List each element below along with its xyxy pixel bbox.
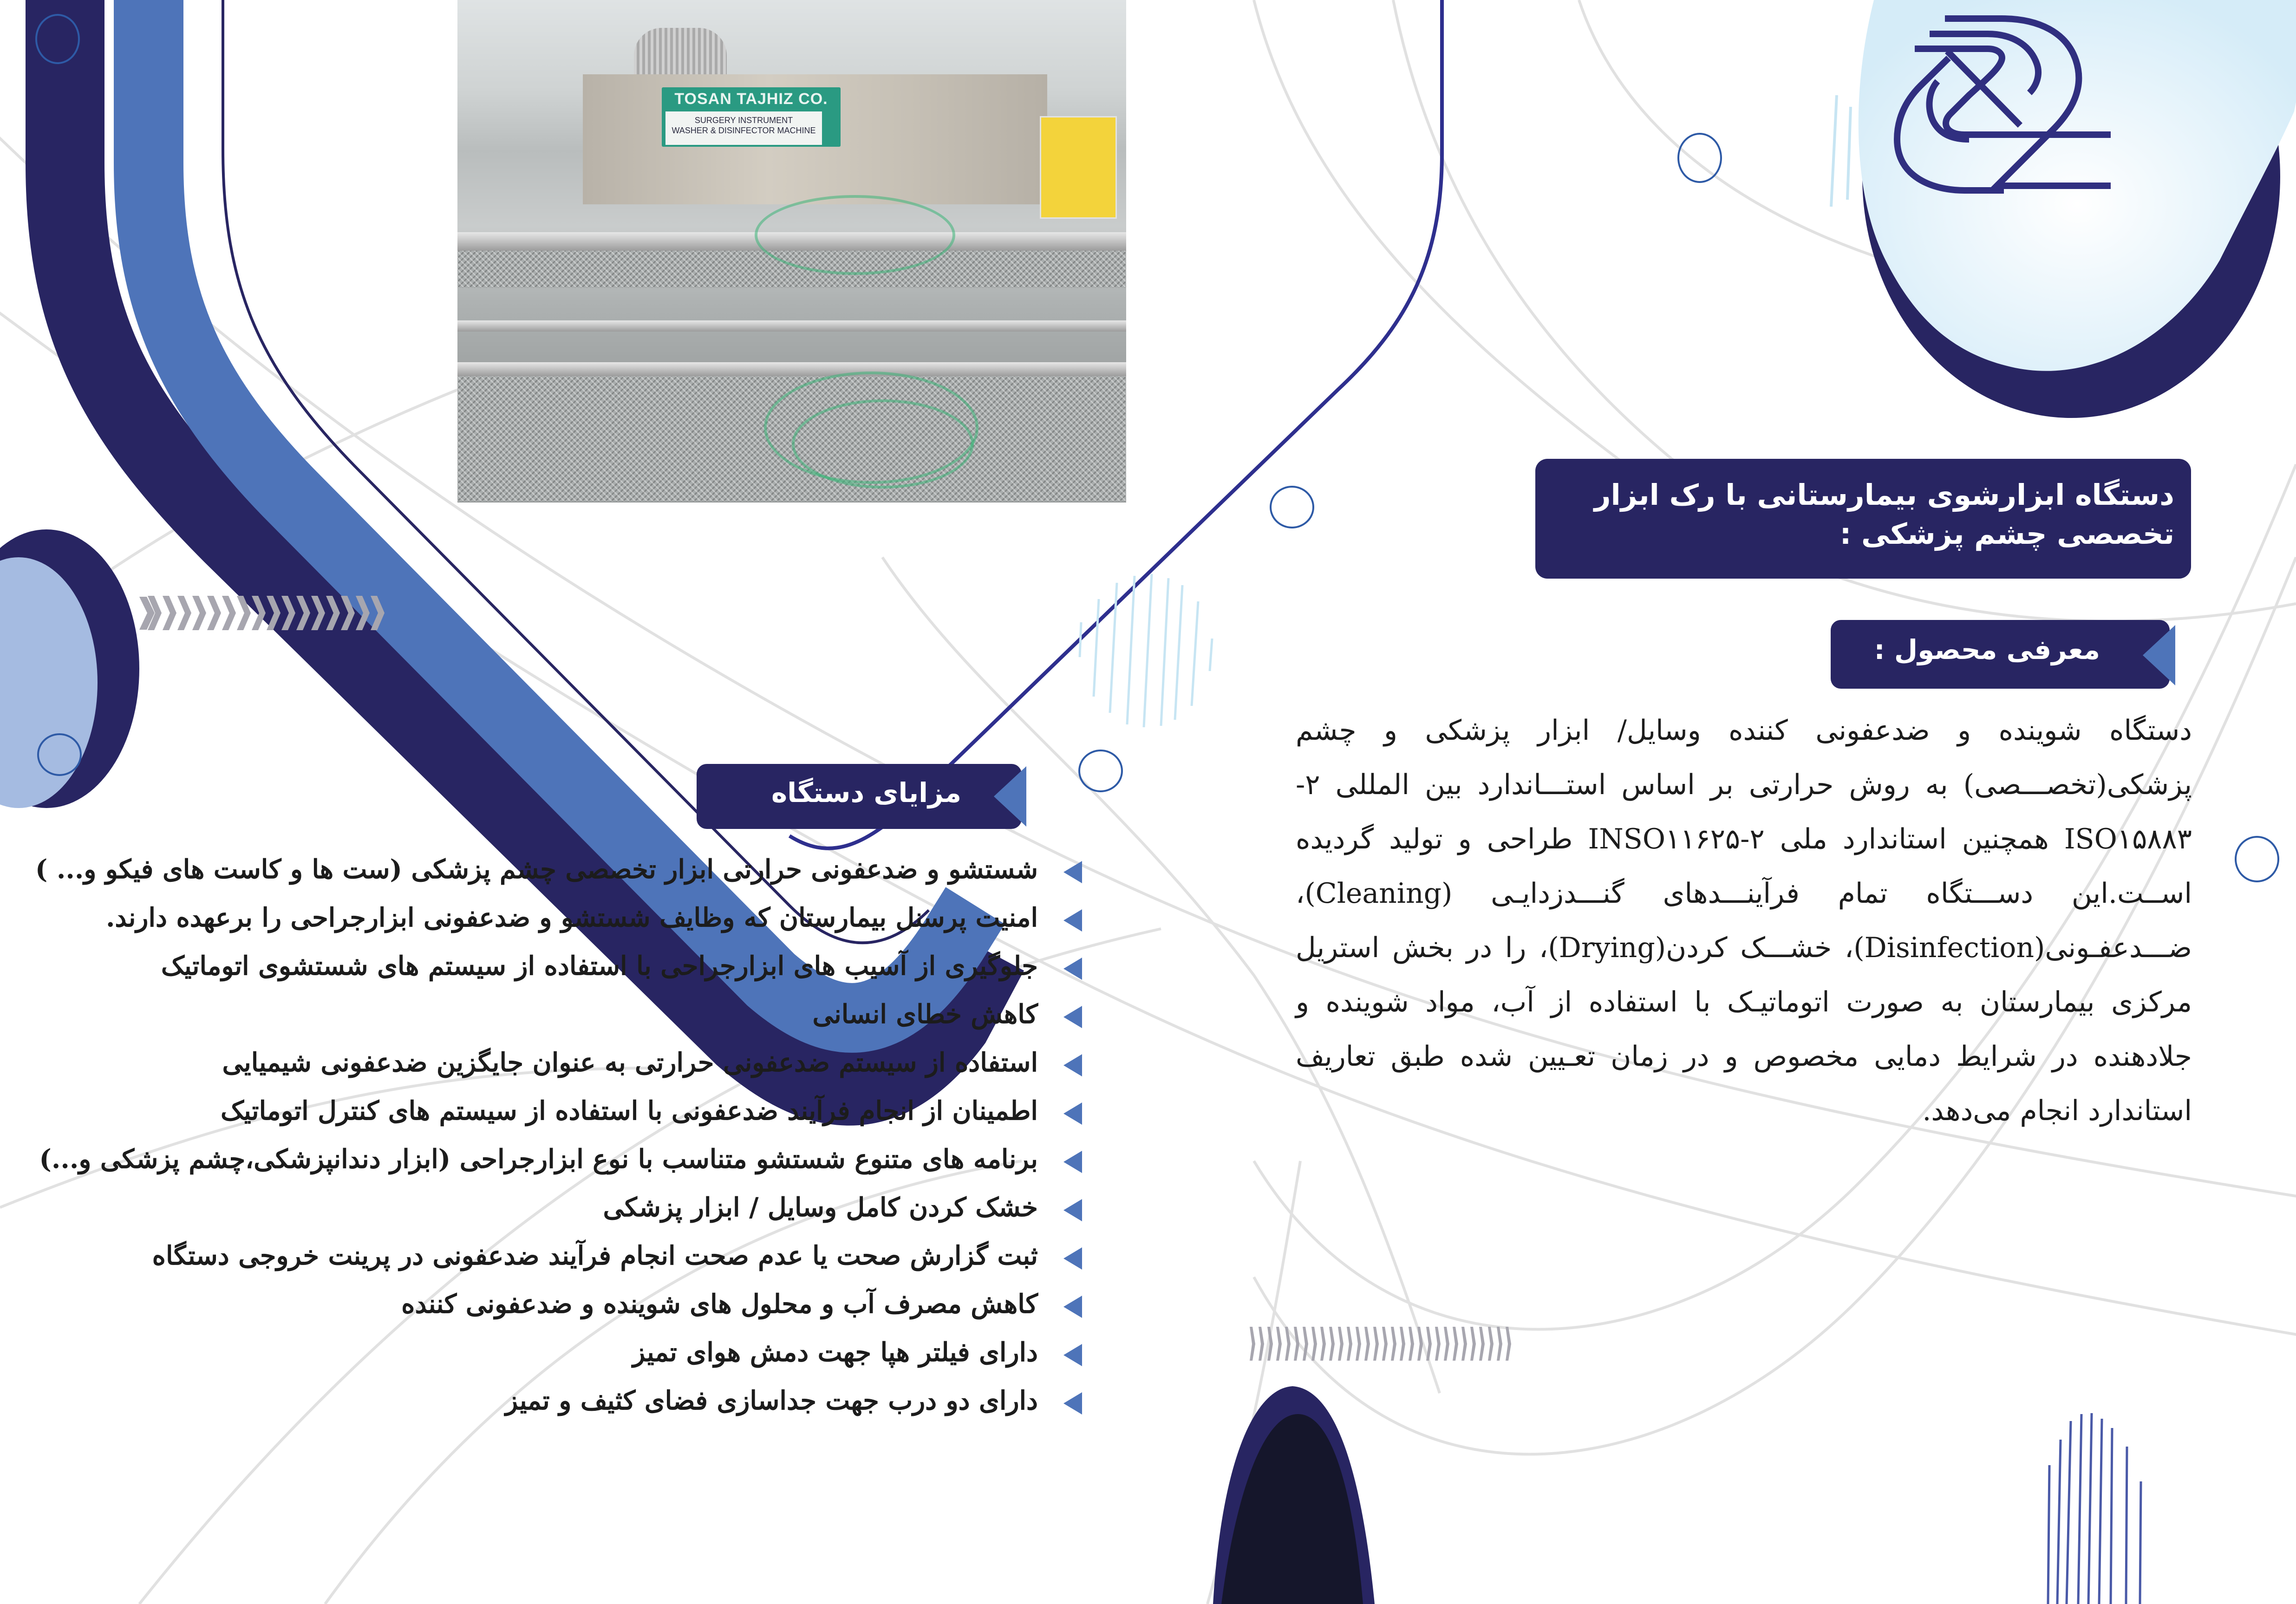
triangle-left-bullet-icon — [1063, 1006, 1082, 1028]
yellow-warning-sign — [1040, 116, 1117, 219]
feature-item: شستشو و ضدعفونی حرارتی ابزار تخصصی چشم پزشکی (ست ها و کاست های فیکو و... ) — [0, 845, 1082, 893]
feature-item: کاهش مصرف آب و محلول های شوینده و ضدعفونی کننده — [0, 1280, 1082, 1328]
triangle-left-bullet-icon — [1063, 1151, 1082, 1173]
intro-heading-tag — [1831, 620, 2193, 689]
triangle-left-bullet-icon — [1063, 1344, 1082, 1366]
triangle-left-bullet-icon — [1063, 1102, 1082, 1125]
feature-item: کاهش خطای انسانی — [0, 990, 1082, 1038]
feature-item: اطمینان از انجام فرآیند ضدعفونی با استفاده از سیستم های کنترل اتوماتیک — [0, 1087, 1082, 1135]
features-heading-tag — [697, 764, 1031, 829]
feature-item: امنیت پرسنل بیمارستان که وظایف شستشو و ضدعفونی ابزارجراحی را برعهده دارند. — [0, 893, 1082, 942]
feature-item: دارای دو درب جهت جداسازی فضای کثیف و تمیز — [0, 1376, 1082, 1425]
triangle-left-bullet-icon — [1063, 1199, 1082, 1221]
feature-item: استفاده از سیستم ضدعفونی حرارتی به عنوان جایگزین ضدعفونی شیمیایی — [0, 1038, 1082, 1087]
intro-heading: معرفی محصول : — [1831, 620, 2170, 689]
triangle-left-icon — [994, 766, 1026, 827]
machine-brand-text: TOSAN TAJHIZ CO. — [674, 90, 828, 108]
features-heading: مزایای دستگاه — [697, 764, 1022, 829]
triangle-left-bullet-icon — [1063, 909, 1082, 932]
product-photo — [457, 0, 1126, 502]
ventilation-duct — [634, 28, 727, 79]
triangle-left-bullet-icon — [1063, 958, 1082, 980]
spray-arm — [457, 320, 1126, 332]
feature-item: جلوگیری از آسیب های ابزارجراحی با استفاده از سیستم های شستشوی اتوماتیک — [0, 942, 1082, 990]
feature-item: برنامه های متنوع شستشو متناسب با نوع ابزارجراحی (ابزار دندانپزشکی،چشم پزشکی و...) — [0, 1135, 1082, 1183]
triangle-left-bullet-icon — [1063, 1296, 1082, 1318]
feature-item: خشک کردن کامل وسایل / ابزار پزشکی — [0, 1183, 1082, 1232]
feature-item: دارای فیلتر هپا جهت دمش هوای تمیز — [0, 1328, 1082, 1376]
triangle-left-bullet-icon — [1063, 1392, 1082, 1415]
features-list — [0, 845, 1082, 1425]
triangle-left-icon — [2143, 625, 2175, 685]
triangle-left-bullet-icon — [1063, 1247, 1082, 1270]
tubing — [792, 399, 974, 489]
triangle-left-bullet-icon — [1063, 861, 1082, 883]
machine-description: SURGERY INSTRUMENT WASHER & DISINFECTOR MACHINE — [665, 111, 822, 145]
page-title: دستگاه ابزارشوی بیمارستانی با رک ابزار تخصصی چشم پزشکی : — [1535, 459, 2191, 579]
triangle-left-bullet-icon — [1063, 1054, 1082, 1076]
tubing — [755, 195, 955, 275]
feature-item: ثبت گزارش صحت یا عدم صحت انجام فرآیند ضدعفونی در پرینت خروجی دستگاه — [0, 1232, 1082, 1280]
rack-rail — [457, 362, 1126, 376]
product-intro-paragraph: دستگاه شوینده و ضدعفونی کننده وسایل/ ابزار پزشکی و چشم پزشکی(تخصـــصی) به روش حرارتی بر اساس استـــاندارد بین المللی ۲- ISO۱۵۸۸۳ همچنین استاندارد ملی ۲-INSO۱۱۶۲۵ طراحی و تولید گردیده اســت.این دســـتگاه تمام فرآینـــدهای گنـــدزدایـی (Cleaning)، ضـــدعفـونی(Disinfection)، خشـــک کردن(Drying)، را در بخش استریل مرکزی بیمارستان به صورت اتوماتیـک با استفاده از آب، مواد شوینده و جلادهنده در شرایط دمایی مخصوص و در زمان تعـیین شده طبق تعاریف استاندارد انجام می‌دهد. — [1296, 714, 2192, 1127]
machine-label — [662, 87, 841, 147]
